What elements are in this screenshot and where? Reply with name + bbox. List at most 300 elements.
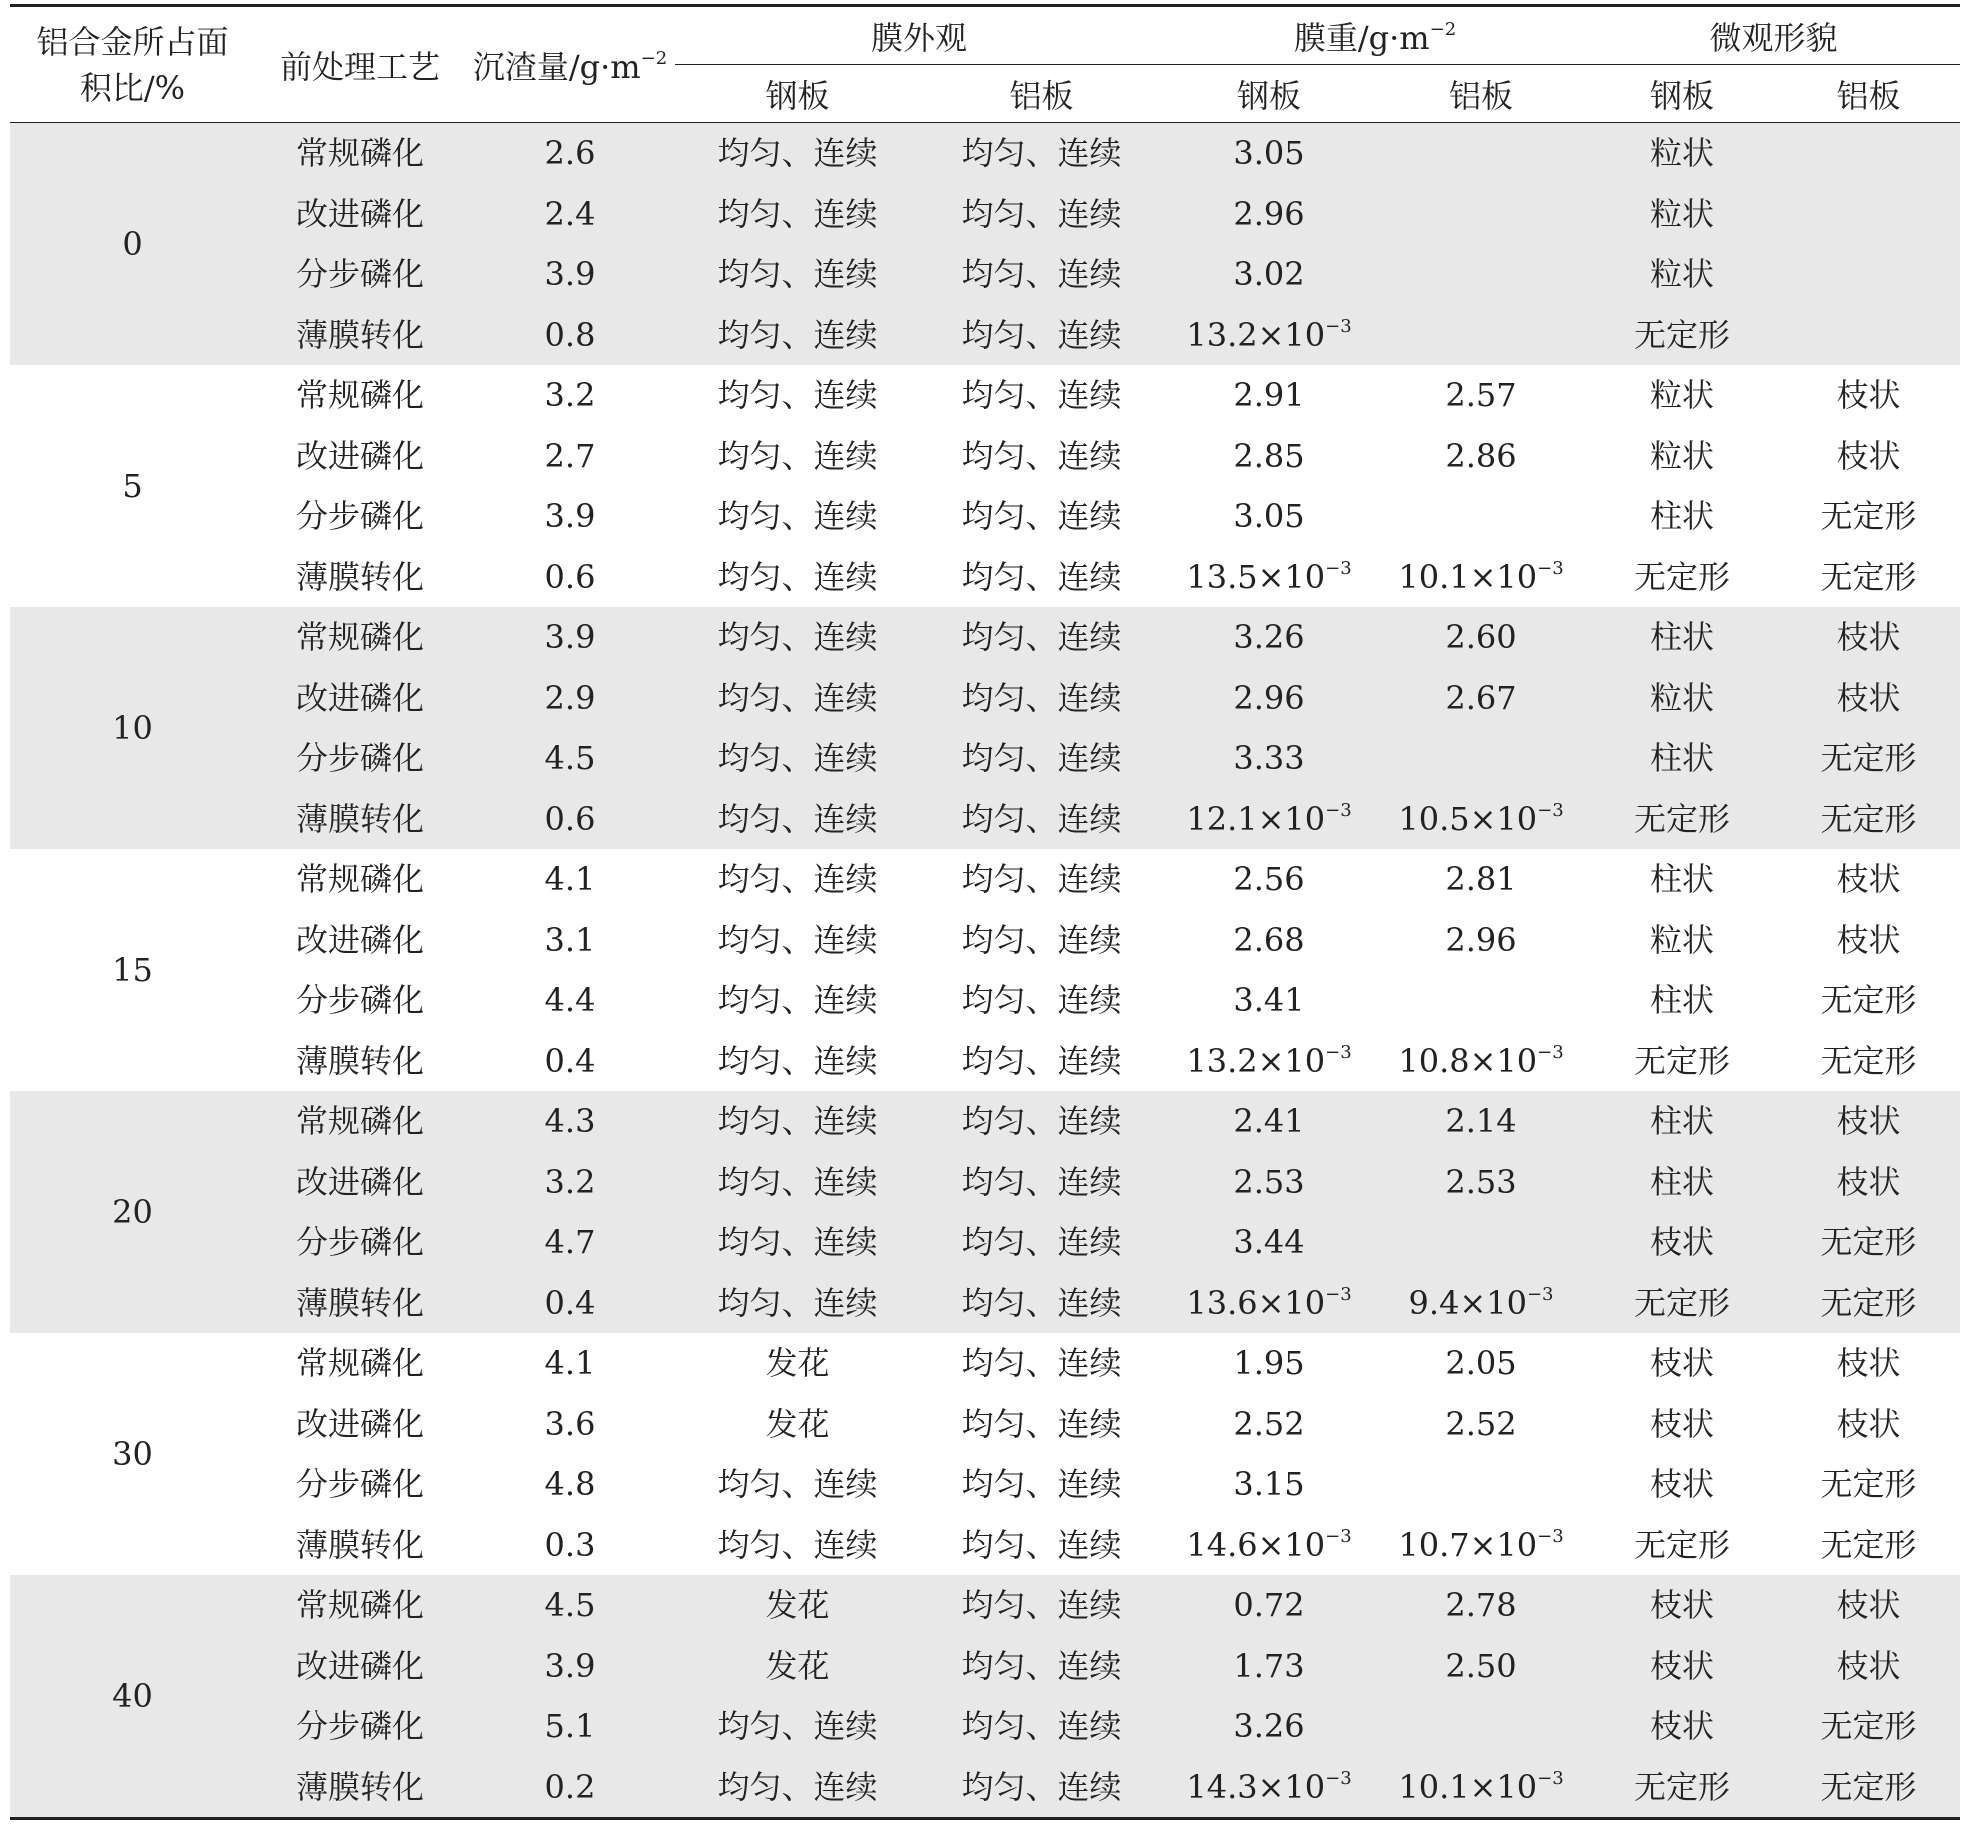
appearance-aluminum-cell: 均匀、连续 [961, 1465, 1122, 1504]
morphology-steel-cell: 柱状 [1650, 860, 1715, 899]
appearance-aluminum-cell: 均匀、连续 [961, 1344, 1122, 1383]
film-weight-exponent: −3 [1325, 557, 1352, 579]
process-cell: 改进磷化 [255, 1152, 465, 1213]
process-cell: 改进磷化 [295, 1404, 424, 1443]
film-weight-value: 2.56 [1233, 860, 1305, 899]
film-weight-aluminum-cell [1375, 1757, 1587, 1819]
morphology-aluminum-cell: 无定形 [1777, 1212, 1960, 1273]
film-weight-aluminum-cell [1375, 426, 1587, 487]
film-weight-exponent: −3 [1526, 1283, 1554, 1305]
sludge-cell: 5.1 [465, 1696, 675, 1757]
process-cell: 分步磷化 [255, 244, 465, 305]
film-weight-steel-cell [1163, 789, 1375, 850]
film-weight-value: 3.41 [1233, 981, 1305, 1020]
film-weight-steel-cell [1163, 305, 1375, 366]
film-weight-value: 2.52 [1233, 1404, 1305, 1443]
sludge-cell: 3.2 [465, 1152, 675, 1213]
table-row [10, 789, 1960, 850]
header-area-ratio-line1: 铝合金所占面 [36, 22, 229, 61]
morphology-steel-cell: 柱状 [1587, 1152, 1777, 1213]
morphology-aluminum-cell: 枝状 [1777, 1575, 1960, 1636]
film-weight-steel-cell [1163, 1333, 1375, 1394]
process-cell: 常规磷化 [255, 1091, 465, 1152]
morphology-steel-cell: 粒状 [1587, 244, 1777, 305]
film-weight-steel-cell [1163, 1636, 1375, 1697]
film-weight-value: 10.5×10 [1398, 799, 1538, 838]
film-weight-value: 2.60 [1445, 618, 1517, 657]
film-weight-aluminum-cell [1375, 970, 1587, 1031]
sludge-cell: 2.9 [465, 668, 675, 729]
process-cell: 常规磷化 [295, 860, 424, 899]
film-weight-value: 2.96 [1233, 194, 1305, 233]
morphology-aluminum-cell: 无定形 [1777, 1696, 1960, 1757]
film-weight-aluminum-cell [1375, 1454, 1587, 1515]
appearance-aluminum-cell: 均匀、连续 [920, 607, 1163, 668]
film-weight-exponent: −3 [1537, 557, 1564, 579]
appearance-steel-cell: 均匀、连续 [675, 1757, 920, 1819]
film-weight-steel-cell [1163, 486, 1375, 547]
film-weight-steel-cell [1163, 1515, 1375, 1576]
film-weight-steel-cell [1163, 1212, 1375, 1273]
film-weight-value: 2.85 [1233, 436, 1305, 475]
appearance-aluminum-cell: 均匀、连续 [920, 1212, 1163, 1273]
header-film-weight [1163, 6, 1587, 65]
process-cell: 改进磷化 [255, 184, 465, 245]
film-weight-aluminum-cell [1375, 1696, 1587, 1757]
film-weight-value: 10.1×10 [1398, 557, 1538, 596]
sludge-cell: 4.5 [465, 728, 675, 789]
table-row [10, 1394, 1960, 1455]
morphology-steel-cell: 无定形 [1587, 305, 1777, 366]
film-weight-aluminum-cell [1375, 1212, 1587, 1273]
film-weight-aluminum-cell [1375, 486, 1587, 547]
film-weight-aluminum-cell [1375, 668, 1587, 729]
appearance-aluminum-cell: 均匀、连续 [961, 920, 1122, 959]
appearance-steel-cell: 均匀、连续 [675, 184, 920, 245]
table-row [10, 1696, 1960, 1757]
process-cell: 常规磷化 [255, 123, 465, 184]
film-weight-exponent: −3 [1537, 1767, 1564, 1789]
morphology-steel-cell: 柱状 [1650, 981, 1715, 1020]
table-row [10, 1273, 1960, 1334]
morphology-steel-cell: 枝状 [1650, 1344, 1715, 1383]
header-film-weight-exp: −2 [1429, 18, 1457, 40]
film-weight-value: 3.26 [1233, 618, 1305, 657]
film-weight-exponent: −3 [1537, 799, 1564, 821]
process-cell: 薄膜转化 [255, 1757, 465, 1819]
table-row [10, 184, 1960, 245]
process-cell: 薄膜转化 [295, 557, 424, 596]
table-row [10, 849, 1960, 910]
header-process: 前处理工艺 [255, 6, 465, 123]
process-cell: 分步磷化 [255, 1696, 465, 1757]
table-row [10, 1575, 1960, 1636]
appearance-steel-cell: 均匀、连续 [717, 920, 878, 959]
table-row [10, 365, 1960, 426]
appearance-steel-cell: 均匀、连续 [675, 305, 920, 366]
appearance-steel-cell: 均匀、连续 [675, 1273, 920, 1334]
appearance-steel-cell: 均匀、连续 [717, 981, 878, 1020]
process-cell: 分步磷化 [295, 497, 424, 536]
sludge-cell: 2.4 [465, 184, 675, 245]
film-weight-value: 3.02 [1233, 255, 1305, 294]
appearance-steel-cell: 均匀、连续 [717, 1525, 878, 1564]
film-weight-steel-cell [1163, 849, 1375, 910]
film-weight-exponent: −3 [1537, 1525, 1564, 1547]
area-ratio-cell: 20 [10, 1091, 255, 1333]
morphology-aluminum-cell: 枝状 [1836, 860, 1901, 899]
table-header [10, 6, 1960, 123]
subheader-morphology-steel: 钢板 [1587, 65, 1777, 123]
process-cell: 分步磷化 [255, 728, 465, 789]
film-weight-steel-cell [1163, 728, 1375, 789]
appearance-aluminum-cell: 均匀、连续 [961, 1041, 1122, 1080]
appearance-steel-cell: 均匀、连续 [675, 244, 920, 305]
film-weight-value: 10.8×10 [1398, 1041, 1538, 1080]
morphology-steel-cell: 枝状 [1587, 1575, 1777, 1636]
appearance-aluminum-cell: 均匀、连续 [961, 981, 1122, 1020]
process-cell: 常规磷化 [255, 607, 465, 668]
table-row [10, 1515, 1960, 1576]
subheader-appearance-aluminum: 铝板 [920, 65, 1163, 123]
morphology-steel-cell: 无定形 [1587, 1757, 1777, 1819]
sludge-cell: 0.6 [465, 789, 675, 850]
film-weight-value: 10.1×10 [1398, 1767, 1538, 1806]
appearance-aluminum-cell: 均匀、连续 [920, 184, 1163, 245]
table-row [10, 607, 1960, 668]
appearance-aluminum-cell: 均匀、连续 [920, 668, 1163, 729]
table-row [10, 426, 1960, 487]
morphology-steel-cell: 柱状 [1650, 497, 1715, 536]
appearance-aluminum-cell: 均匀、连续 [920, 123, 1163, 184]
process-cell: 常规磷化 [255, 1575, 465, 1636]
process-cell: 分步磷化 [295, 1465, 424, 1504]
film-weight-value: 1.73 [1233, 1646, 1305, 1685]
appearance-steel-cell: 均匀、连续 [675, 607, 920, 668]
film-weight-value: 2.53 [1233, 1162, 1305, 1201]
sludge-cell: 0.8 [465, 305, 675, 366]
film-weight-value: 2.78 [1445, 1586, 1517, 1625]
film-weight-steel-cell [1163, 668, 1375, 729]
film-weight-exponent: −3 [1325, 799, 1352, 821]
subheader-film-weight-aluminum: 铝板 [1375, 65, 1587, 123]
sludge-cell: 4.3 [465, 1091, 675, 1152]
table-row [10, 1454, 1960, 1515]
film-weight-steel-cell [1163, 1031, 1375, 1092]
film-weight-aluminum-cell [1375, 728, 1587, 789]
film-weight-aluminum-cell [1375, 305, 1587, 366]
sludge-cell: 0.2 [465, 1757, 675, 1819]
film-weight-aluminum-cell [1375, 1091, 1587, 1152]
film-weight-aluminum-cell [1375, 1394, 1587, 1455]
appearance-steel-cell: 均匀、连续 [675, 1212, 920, 1273]
film-weight-aluminum-cell [1375, 1031, 1587, 1092]
sludge-cell: 4.7 [465, 1212, 675, 1273]
film-weight-aluminum-cell [1375, 184, 1587, 245]
appearance-aluminum-cell: 均匀、连续 [920, 244, 1163, 305]
film-weight-value: 0.72 [1233, 1586, 1305, 1625]
sludge-cell: 3.9 [465, 607, 675, 668]
morphology-steel-cell: 枝状 [1587, 1696, 1777, 1757]
process-cell: 薄膜转化 [295, 1041, 424, 1080]
process-cell: 改进磷化 [255, 1636, 465, 1697]
film-weight-value: 2.05 [1445, 1344, 1517, 1383]
morphology-aluminum-cell: 枝状 [1836, 1344, 1901, 1383]
appearance-aluminum-cell: 均匀、连续 [961, 860, 1122, 899]
film-weight-aluminum-cell [1375, 123, 1587, 184]
header-appearance: 膜外观 [675, 6, 1163, 65]
morphology-steel-cell: 无定形 [1634, 1041, 1731, 1080]
table-row [10, 668, 1960, 729]
morphology-aluminum-cell: 无定形 [1777, 789, 1960, 850]
film-weight-value: 3.15 [1233, 1465, 1305, 1504]
table-body [10, 123, 1960, 1819]
table-row [10, 1091, 1960, 1152]
process-cell: 常规磷化 [295, 376, 424, 415]
film-weight-exponent: −3 [1325, 315, 1352, 337]
morphology-aluminum-cell: 枝状 [1777, 668, 1960, 729]
area-ratio-cell: 15 [112, 951, 153, 989]
process-cell: 改进磷化 [295, 436, 424, 475]
film-weight-value: 2.14 [1445, 1102, 1517, 1141]
morphology-steel-cell: 无定形 [1587, 789, 1777, 850]
appearance-aluminum-cell: 均匀、连续 [961, 1404, 1122, 1443]
appearance-steel-cell: 均匀、连续 [717, 1041, 878, 1080]
morphology-aluminum-cell [1777, 305, 1960, 366]
morphology-aluminum-cell: 枝状 [1777, 1152, 1960, 1213]
process-cell: 分步磷化 [295, 981, 424, 1020]
area-ratio-cell: 10 [10, 607, 255, 849]
film-weight-steel-cell [1163, 1091, 1375, 1152]
header-area-ratio [10, 6, 255, 123]
morphology-steel-cell: 无定形 [1587, 1273, 1777, 1334]
table-row [10, 910, 1960, 971]
sludge-cell: 0.4 [465, 1273, 675, 1334]
film-weight-exponent: −3 [1325, 1283, 1352, 1305]
morphology-steel-cell: 柱状 [1587, 1091, 1777, 1152]
sludge-cell: 0.6 [544, 557, 596, 596]
appearance-aluminum-cell: 均匀、连续 [920, 1091, 1163, 1152]
area-ratio-cell: 40 [10, 1575, 255, 1819]
morphology-steel-cell: 无定形 [1634, 557, 1731, 596]
film-weight-value: 2.81 [1445, 860, 1517, 899]
appearance-steel-cell: 均匀、连续 [675, 668, 920, 729]
table-row [10, 547, 1960, 608]
film-weight-value: 2.67 [1445, 678, 1517, 717]
appearance-steel-cell: 均匀、连续 [675, 1152, 920, 1213]
morphology-aluminum-cell: 枝状 [1836, 920, 1901, 959]
film-weight-exponent: −3 [1325, 1767, 1352, 1789]
morphology-steel-cell: 枝状 [1587, 1636, 1777, 1697]
film-weight-value: 2.50 [1445, 1646, 1517, 1685]
film-weight-value: 1.95 [1233, 1344, 1305, 1383]
film-weight-value: 13.5×10 [1186, 557, 1326, 596]
sludge-cell: 2.6 [465, 123, 675, 184]
morphology-aluminum-cell [1777, 244, 1960, 305]
film-weight-steel-cell [1163, 184, 1375, 245]
film-weight-aluminum-cell [1375, 849, 1587, 910]
film-weight-value: 2.52 [1445, 1404, 1517, 1443]
appearance-steel-cell: 均匀、连续 [675, 789, 920, 850]
header-film-weight-base: 膜重/g·m [1293, 18, 1430, 57]
process-cell: 常规磷化 [295, 1344, 424, 1383]
appearance-aluminum-cell: 均匀、连续 [920, 1636, 1163, 1697]
morphology-aluminum-cell: 无定形 [1820, 557, 1917, 596]
film-weight-value: 13.2×10 [1186, 315, 1326, 354]
film-weight-steel-cell [1163, 547, 1375, 608]
morphology-aluminum-cell: 枝状 [1836, 376, 1901, 415]
sludge-cell: 3.6 [544, 1404, 596, 1443]
header-area-ratio-line2: 积比/% [79, 68, 186, 107]
sludge-cell: 3.1 [544, 920, 596, 959]
film-weight-value: 10.7×10 [1398, 1525, 1538, 1564]
morphology-aluminum-cell: 枝状 [1777, 1636, 1960, 1697]
morphology-aluminum-cell: 无定形 [1820, 1465, 1917, 1504]
sludge-cell: 3.2 [544, 376, 596, 415]
table-row [10, 486, 1960, 547]
appearance-aluminum-cell: 均匀、连续 [961, 1525, 1122, 1564]
film-weight-exponent: −3 [1537, 1041, 1564, 1063]
appearance-steel-cell: 均匀、连续 [717, 376, 878, 415]
appearance-steel-cell: 均匀、连续 [675, 1091, 920, 1152]
film-weight-value: 2.41 [1233, 1102, 1305, 1141]
film-weight-aluminum-cell [1375, 547, 1587, 608]
morphology-steel-cell: 枝状 [1650, 1465, 1715, 1504]
morphology-aluminum-cell: 枝状 [1836, 436, 1901, 475]
appearance-steel-cell: 均匀、连续 [717, 860, 878, 899]
area-ratio-cell: 0 [10, 123, 255, 366]
process-cell: 改进磷化 [295, 920, 424, 959]
sludge-cell: 4.8 [544, 1465, 596, 1504]
film-weight-steel-cell [1163, 426, 1375, 487]
data-table [10, 4, 1960, 1820]
table-row [10, 970, 1960, 1031]
sludge-cell: 3.9 [465, 244, 675, 305]
subheader-film-weight-steel: 钢板 [1163, 65, 1375, 123]
film-weight-value: 13.6×10 [1186, 1283, 1326, 1322]
film-weight-value: 2.91 [1233, 376, 1305, 415]
sludge-cell: 4.5 [465, 1575, 675, 1636]
appearance-aluminum-cell: 均匀、连续 [920, 1273, 1163, 1334]
area-ratio-cell: 5 [122, 467, 143, 505]
header-sludge-base: 沉渣量/g·m [472, 47, 641, 86]
appearance-aluminum-cell: 均匀、连续 [920, 1696, 1163, 1757]
morphology-steel-cell: 粒状 [1650, 376, 1715, 415]
area-ratio-cell: 30 [112, 1435, 153, 1473]
appearance-aluminum-cell: 均匀、连续 [961, 497, 1122, 536]
film-weight-aluminum-cell [1375, 1152, 1587, 1213]
film-weight-exponent: −3 [1325, 1525, 1352, 1547]
table-row [10, 1636, 1960, 1697]
morphology-steel-cell: 粒状 [1587, 184, 1777, 245]
film-weight-aluminum-cell [1375, 1636, 1587, 1697]
morphology-steel-cell: 粒状 [1587, 123, 1777, 184]
table-row [10, 1152, 1960, 1213]
table-row [10, 123, 1960, 184]
film-weight-value: 3.26 [1233, 1707, 1305, 1746]
morphology-aluminum-cell [1777, 184, 1960, 245]
subheader-appearance-steel: 钢板 [675, 65, 920, 123]
film-weight-steel-cell [1163, 1394, 1375, 1455]
appearance-aluminum-cell: 均匀、连续 [920, 1152, 1163, 1213]
process-cell: 薄膜转化 [255, 305, 465, 366]
morphology-aluminum-cell: 无定形 [1820, 981, 1917, 1020]
film-weight-aluminum-cell [1375, 789, 1587, 850]
film-weight-steel-cell [1163, 1152, 1375, 1213]
morphology-steel-cell: 粒状 [1587, 668, 1777, 729]
appearance-aluminum-cell: 均匀、连续 [920, 728, 1163, 789]
morphology-steel-cell: 柱状 [1587, 728, 1777, 789]
morphology-aluminum-cell: 枝状 [1836, 1404, 1901, 1443]
film-weight-steel-cell [1163, 123, 1375, 184]
appearance-steel-cell: 均匀、连续 [717, 436, 878, 475]
process-cell: 薄膜转化 [255, 789, 465, 850]
table-row [10, 728, 1960, 789]
film-weight-aluminum-cell [1375, 1575, 1587, 1636]
morphology-aluminum-cell: 枝状 [1777, 607, 1960, 668]
film-weight-steel-cell [1163, 1575, 1375, 1636]
table-row [10, 305, 1960, 366]
header-sludge [465, 6, 675, 123]
film-weight-steel-cell [1163, 365, 1375, 426]
sludge-cell: 2.7 [544, 436, 596, 475]
sludge-cell: 4.1 [544, 1344, 596, 1383]
appearance-aluminum-cell: 均匀、连续 [920, 789, 1163, 850]
appearance-aluminum-cell: 均匀、连续 [920, 305, 1163, 366]
sludge-cell: 0.4 [544, 1041, 596, 1080]
film-weight-aluminum-cell [1375, 607, 1587, 668]
appearance-steel-cell: 发花 [765, 1344, 830, 1383]
table-row [10, 1212, 1960, 1273]
film-weight-steel-cell [1163, 244, 1375, 305]
film-weight-steel-cell [1163, 910, 1375, 971]
film-weight-value: 3.05 [1233, 134, 1305, 173]
film-weight-value: 2.96 [1233, 678, 1305, 717]
film-weight-value: 13.2×10 [1186, 1041, 1326, 1080]
appearance-steel-cell: 发花 [675, 1636, 920, 1697]
sludge-cell: 3.9 [465, 1636, 675, 1697]
film-weight-aluminum-cell [1375, 244, 1587, 305]
morphology-aluminum-cell: 枝状 [1777, 1091, 1960, 1152]
process-cell: 改进磷化 [255, 668, 465, 729]
morphology-aluminum-cell [1777, 123, 1960, 184]
morphology-steel-cell: 粒状 [1650, 436, 1715, 475]
process-cell: 薄膜转化 [295, 1525, 424, 1564]
film-weight-value: 14.6×10 [1186, 1525, 1326, 1564]
morphology-aluminum-cell: 无定形 [1777, 1757, 1960, 1819]
film-weight-aluminum-cell [1375, 1515, 1587, 1576]
morphology-steel-cell: 柱状 [1587, 607, 1777, 668]
morphology-steel-cell: 枝状 [1650, 1404, 1715, 1443]
process-cell: 分步磷化 [255, 1212, 465, 1273]
sludge-cell: 0.3 [544, 1525, 596, 1564]
appearance-steel-cell: 发花 [675, 1575, 920, 1636]
film-weight-aluminum-cell [1375, 365, 1587, 426]
film-weight-value: 14.3×10 [1186, 1767, 1326, 1806]
appearance-aluminum-cell: 均匀、连续 [961, 557, 1122, 596]
film-weight-aluminum-cell [1375, 910, 1587, 971]
film-weight-value: 3.33 [1233, 739, 1305, 778]
appearance-steel-cell: 均匀、连续 [717, 497, 878, 536]
header-sludge-exp: −2 [640, 47, 668, 69]
film-weight-steel-cell [1163, 970, 1375, 1031]
appearance-steel-cell: 均匀、连续 [675, 728, 920, 789]
film-weight-aluminum-cell [1375, 1333, 1587, 1394]
subheader-morphology-aluminum: 铝板 [1777, 65, 1960, 123]
appearance-aluminum-cell: 均匀、连续 [961, 436, 1122, 475]
film-weight-value: 2.53 [1445, 1162, 1517, 1201]
table-row [10, 1031, 1960, 1092]
